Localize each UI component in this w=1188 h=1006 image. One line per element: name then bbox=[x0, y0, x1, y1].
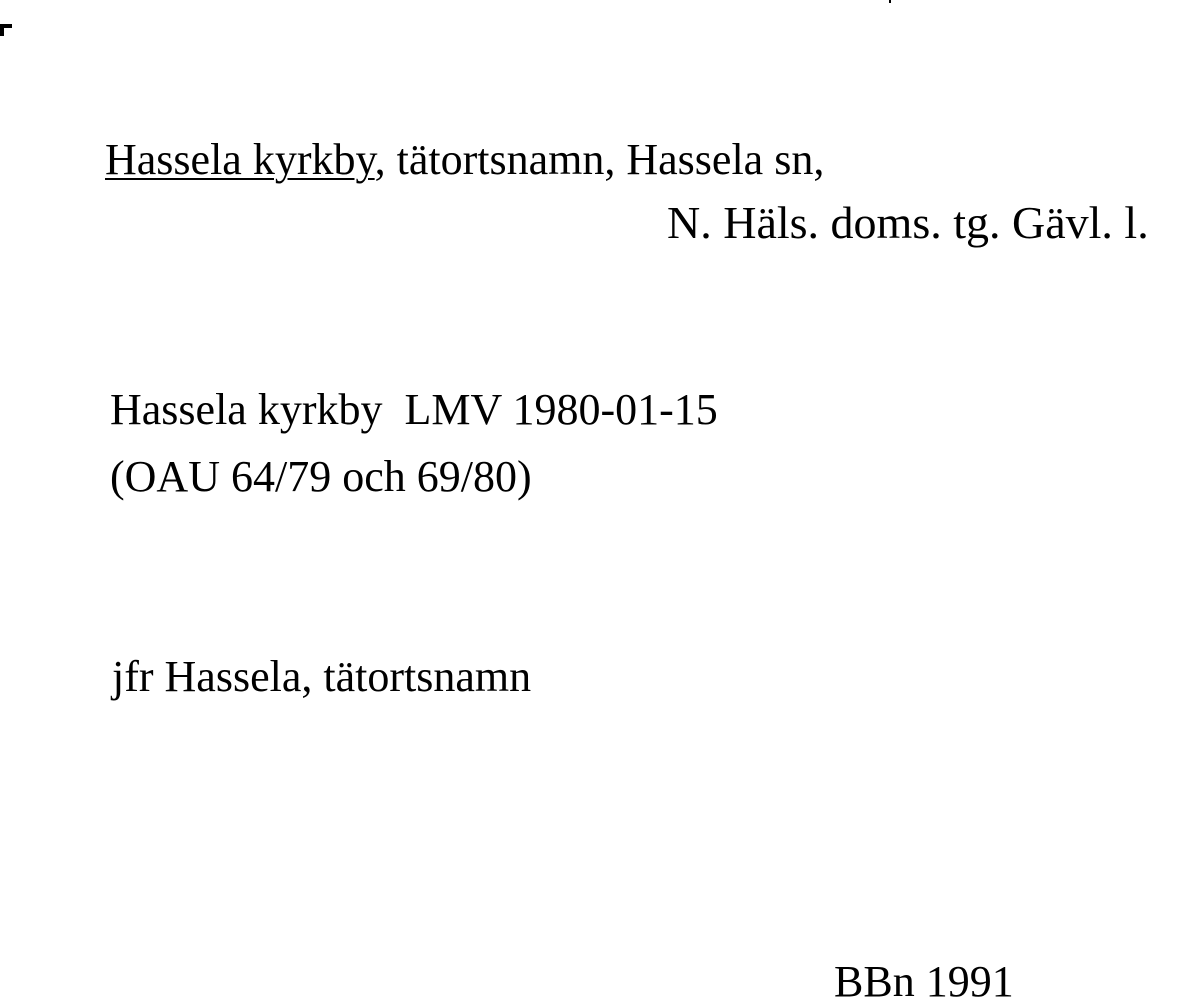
compare-line: jfr Hassela, tätortsnamn bbox=[112, 652, 532, 701]
entry-description: , tätortsnamn, Hassela sn, bbox=[374, 135, 825, 184]
headword: Hassela kyrkby bbox=[105, 135, 375, 184]
decision-name: Hassela kyrkby bbox=[110, 385, 383, 434]
decision-line bbox=[110, 385, 718, 434]
reference-line: (OAU 64/79 och 69/80) bbox=[110, 452, 532, 501]
corner-mark bbox=[0, 24, 12, 28]
scan-speck bbox=[889, 0, 891, 3]
entry-line bbox=[105, 135, 825, 184]
location-line: N. Häls. doms. tg. Gävl. l. bbox=[667, 197, 1149, 248]
decision-authority: LMV 1980-01-15 bbox=[404, 385, 718, 434]
signature: BBn 1991 bbox=[834, 957, 1014, 1006]
